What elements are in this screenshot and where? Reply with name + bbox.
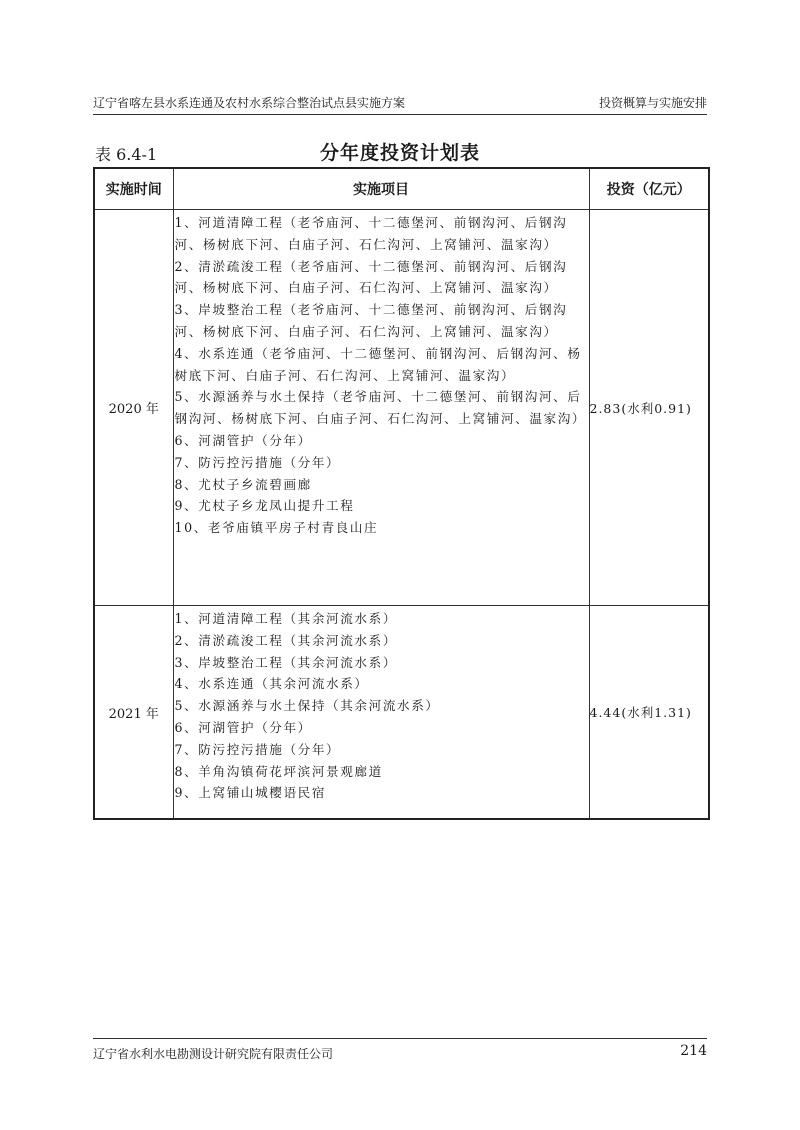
list-item: 4、水系连通（其余河流水系） — [174, 676, 369, 692]
page-header — [93, 92, 707, 115]
page-footer — [93, 1038, 707, 1065]
list-item: 6、河湖管护（分年） — [174, 719, 312, 735]
list-item: 10、老爷庙镇平房子村青良山庄 — [174, 520, 379, 536]
list-item: 8、尤杖子乡流碧画廊 — [174, 476, 312, 492]
table-row — [94, 210, 709, 606]
list-item: 8、羊角沟镇荷花坪滨河景观廊道 — [174, 763, 383, 779]
table-title: 分年度投资计划表 — [319, 142, 480, 164]
list-item: 5、水源涵养与水土保持（其余河流水系） — [174, 698, 440, 714]
list-item: 1、河道清障工程（其余河流水系） — [174, 611, 398, 626]
investment-cell: 2.83(水利0.91) — [589, 210, 709, 606]
investment-cell: 4.44(水利1.31) — [589, 606, 709, 820]
project-list-cell — [173, 606, 589, 820]
list-item: 3、岸坡整治工程（老爷庙河、十二德堡河、前钢沟河、后钢沟河、杨树底下河、白庙子河、石仁沟河、上窝铺河、温家沟） — [174, 302, 568, 339]
list-item: 6、河湖管护（分年） — [174, 432, 312, 448]
table-caption — [93, 138, 707, 166]
list-item: 2、清淤疏浚工程（老爷庙河、十二德堡河、前钢沟河、后钢沟河、杨树底下河、白庙子河、石仁沟河、上窝铺河、温家沟） — [174, 258, 568, 296]
table-number: 表 6.4-1 — [95, 145, 158, 164]
organization-name: 辽宁省水利水电勘测设计研究院有限责任公司 — [93, 1047, 334, 1061]
investment-plan-table — [93, 167, 710, 820]
year-cell: 2021 年 — [94, 606, 173, 820]
table-header-row — [94, 168, 709, 210]
list-item: 7、防污控污措施（分年） — [174, 741, 341, 757]
list-item: 7、防污控污措施（分年） — [174, 454, 341, 470]
list-item: 3、岸坡整治工程（其余河流水系） — [174, 654, 398, 670]
list-item: 1、河道清障工程（老爷庙河、十二德堡河、前钢沟河、后钢沟河、杨树底下河、白庙子河、石仁沟河、上窝铺河、温家沟） — [174, 215, 568, 252]
chapter-title: 投资概算与实施安排 — [598, 96, 707, 110]
column-header-project: 实施项目 — [173, 168, 589, 210]
document-title: 辽宁省喀左县水系连通及农村水系综合整治试点县实施方案 — [93, 96, 406, 110]
page-number: 214 — [680, 1043, 707, 1059]
project-list — [174, 606, 589, 804]
list-item: 9、尤杖子乡龙凤山提升工程 — [174, 498, 355, 514]
year-cell: 2020 年 — [94, 210, 173, 606]
list-item: 9、上窝铺山城樱语民宿 — [174, 785, 327, 801]
column-header-investment: 投资（亿元） — [589, 168, 709, 210]
list-item: 5、水源涵养与水土保持（老爷庙河、十二德堡河、前钢沟河、后钢沟河、杨树底下河、白庙子河、石仁沟河、上窝铺河、温家沟） — [174, 389, 587, 427]
list-item: 4、水系连通（老爷庙河、十二德堡河、前钢沟河、后钢沟河、杨树底下河、白庙子河、石仁沟河、上窝铺河、温家沟） — [174, 345, 582, 383]
table-row — [94, 606, 709, 820]
project-list-cell — [173, 210, 589, 606]
column-header-time: 实施时间 — [94, 168, 173, 210]
project-list — [174, 210, 589, 539]
list-item: 2、清淤疏浚工程（其余河流水系） — [174, 632, 398, 648]
